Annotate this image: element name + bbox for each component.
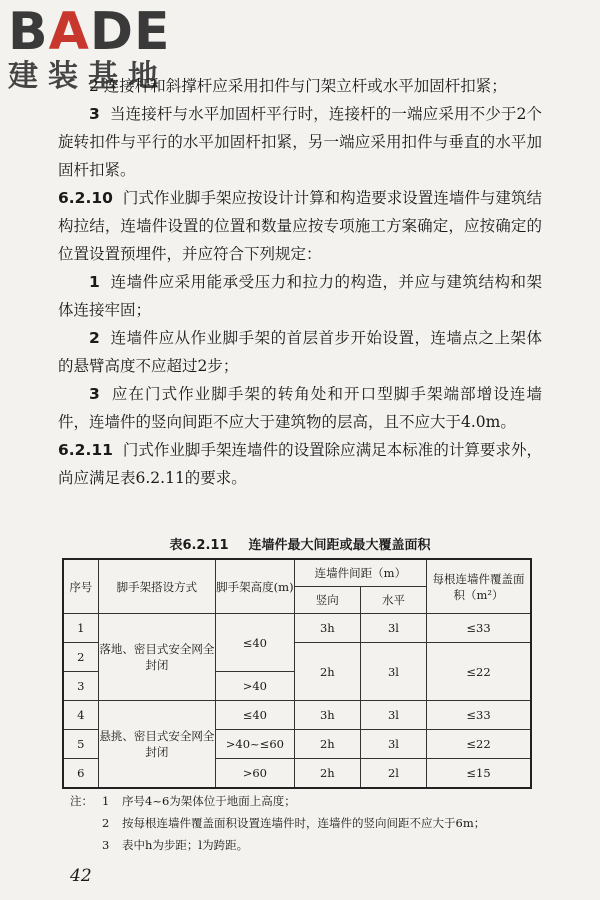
header-seq: 序号 xyxy=(63,559,98,614)
paragraph-item-3b: 3 应在门式作业脚手架的转角处和开口型脚手架端部增设连墙件，连墙件的竖向间距不应大于建筑物的层高，且不应大于4.0m。 xyxy=(58,385,542,431)
area-cell: ≤22 xyxy=(427,730,531,759)
horizontal-cell: 2l xyxy=(360,759,426,789)
header-spacing: 连墙件间距（m） xyxy=(294,559,426,587)
horizontal-cell: 3l xyxy=(360,614,426,643)
logo-word: BADE xyxy=(8,2,171,62)
paragraph-item-1: 1 连墙件应采用能承受压力和拉力的构造，并应与建筑结构和架体连接牢固； xyxy=(58,273,542,319)
clause-6-2-11: 6.2.11 门式作业脚手架连墙件的设置除应满足本标准的计算要求外，尚应满足表6.2.11的要求。 xyxy=(58,441,542,487)
table-notes xyxy=(70,790,485,856)
spacing-table xyxy=(62,558,532,789)
seq-cell: 3 xyxy=(63,672,98,701)
header-method: 脚手架搭设方式 xyxy=(98,559,215,614)
height-cell: ≤40 xyxy=(216,614,295,672)
vertical-cell: 2h xyxy=(294,730,360,759)
height-cell: >40~≤60 xyxy=(216,730,295,759)
logo-chinese: 建装基地 xyxy=(8,59,168,94)
header-area: 每根连墙件覆盖面积（m²） xyxy=(427,559,531,614)
header-horizontal: 水平 xyxy=(360,587,426,614)
table-caption: 表6.2.11 连墙件最大间距或最大覆盖面积 xyxy=(169,538,431,553)
page-number: 42 xyxy=(70,866,92,886)
vertical-cell: 3h xyxy=(294,614,360,643)
header-height: 脚手架高度(m) xyxy=(216,559,295,614)
horizontal-cell: 3l xyxy=(360,643,426,701)
note-item: 注： 1 序号4~6为架体位于地面上高度； xyxy=(70,794,296,808)
paragraph-item-2: 2 连接杆和斜撑杆应采用扣件与门架立杆或水平加固杆扣紧； xyxy=(89,77,507,95)
area-cell: ≤33 xyxy=(427,701,531,730)
horizontal-cell: 3l xyxy=(360,730,426,759)
note-item: 2 按每根连墙件覆盖面积设置连墙件时，连墙件的竖向间距不应大于6m； xyxy=(102,816,486,830)
paragraph-item-2b: 2 连墙件应从作业脚手架的首层首步开始设置，连墙点之上架体的悬臂高度不应超过2步； xyxy=(58,329,542,375)
method-cell: 悬挑、密目式安全网全封闭 xyxy=(98,701,215,789)
seq-cell: 2 xyxy=(63,643,98,672)
vertical-cell: 2h xyxy=(294,759,360,789)
table-row xyxy=(63,701,531,730)
area-cell: ≤15 xyxy=(427,759,531,789)
height-cell: >60 xyxy=(216,759,295,789)
seq-cell: 1 xyxy=(63,614,98,643)
note-item: 3 表中h为步距；l为跨距。 xyxy=(102,838,249,852)
table-row xyxy=(63,614,531,643)
method-cell: 落地、密目式安全网全封闭 xyxy=(98,614,215,701)
seq-cell: 4 xyxy=(63,701,98,730)
header-vertical: 竖向 xyxy=(294,587,360,614)
clause-6-2-10: 6.2.10 门式作业脚手架应按设计计算和构造要求设置连墙件与建筑结构拉结，连墙件设置的位置和数量应按专项施工方案确定，应按确定的位置设置预埋件，并应符合下列规定： xyxy=(58,189,542,263)
height-cell: >40 xyxy=(216,672,295,701)
vertical-cell: 3h xyxy=(294,701,360,730)
paragraph-item-3: 3 当连接杆与水平加固杆平行时，连接杆的一端应采用不少于2个旋转扣件与平行的水平加固杆扣紧，另一端应采用扣件与垂直的水平加固杆扣紧。 xyxy=(58,105,542,179)
vertical-cell: 2h xyxy=(294,643,360,701)
seq-cell: 6 xyxy=(63,759,98,789)
horizontal-cell: 3l xyxy=(360,701,426,730)
seq-cell: 5 xyxy=(63,730,98,759)
area-cell: ≤22 xyxy=(427,643,531,701)
area-cell: ≤33 xyxy=(427,614,531,643)
height-cell: ≤40 xyxy=(216,701,295,730)
body-text xyxy=(58,72,542,492)
